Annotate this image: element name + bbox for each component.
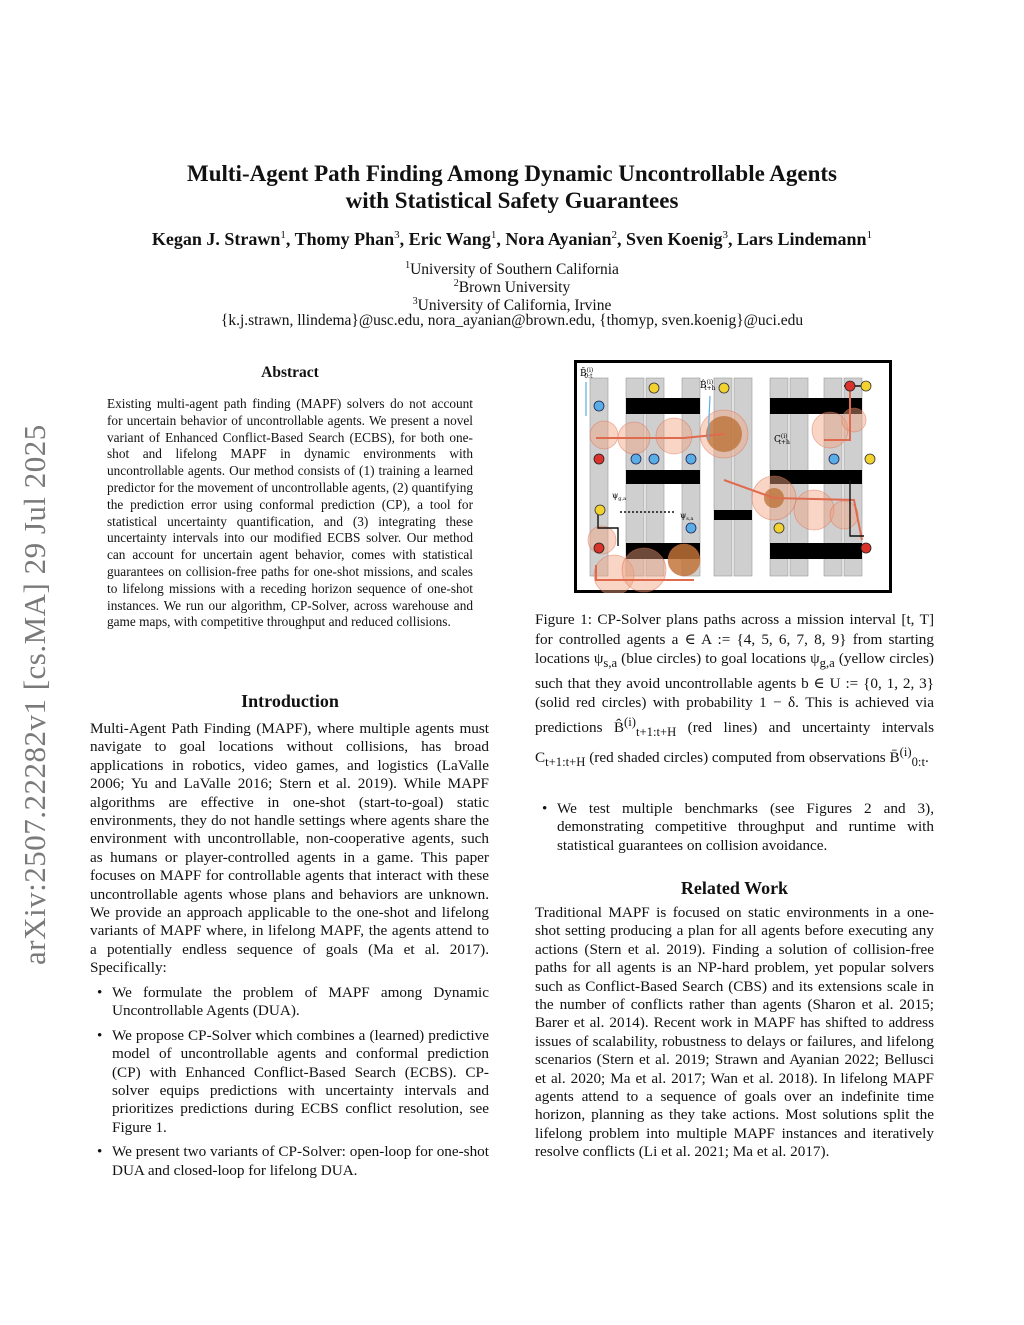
uncertainty-region-dark <box>668 544 700 576</box>
author: Lars Lindemann <box>737 229 867 249</box>
caption-text: (red shaded circles) computed from observations B̄ <box>585 748 900 766</box>
uncertainty-region <box>830 501 858 529</box>
author-affiliation-mark: 1 <box>866 229 873 241</box>
shelf <box>626 470 700 484</box>
arxiv-identifier: arXiv:2507.22282v1 [cs.MA] 29 Jul 2025 <box>17 424 52 965</box>
author-list: Kegan J. Strawn$^1$, Thomy Phan$^3$, Eric Wang$^1$, Nora Ayanian$^2$, Sven Koenig$^3$, Lars Lindemann$^1$ <box>151 229 873 249</box>
goal-psi-label: $\psi_{g,a}$ <box>612 491 627 502</box>
caption-superscript: (i) <box>624 715 636 729</box>
caption-text: (blue circles) to goal locations ψ <box>617 650 820 668</box>
list-item: • We present two variants of CP-Solver: open-loop for one-shot DUA and closed-loop for lifelong DUA. <box>90 1143 489 1180</box>
list-item: • We test multiple benchmarks (see Figures 2 and 3), demonstrating competitive throughput and runtime with statistical guarantees on collision avoidance. <box>535 800 934 855</box>
related-work-heading: Related Work <box>680 878 789 898</box>
author: Thomy Phan <box>294 229 395 249</box>
goal-location <box>774 523 784 533</box>
figure-1-caption <box>535 610 934 772</box>
author-affiliation-mark: 1 <box>280 229 286 241</box>
caption-text: (yellow circles) such that they avoid uncontrollable agents b ∈ U := {0, 1, 2, 3} (solid red circles) with probability 1 − δ. This is achieved via predictions B̂ <box>535 650 934 737</box>
goal-location <box>865 454 875 464</box>
author-emails: {k.j.strawn, llindema}@usc.edu, nora_ayanian@brown.edu, {thomyp, sven.koenig}@uci.edu <box>220 312 804 329</box>
uncontrollable-agent <box>861 543 871 553</box>
author-affiliation-mark: 3 <box>722 229 729 241</box>
affiliation-name: University of Southern California <box>410 261 619 279</box>
prediction-label: B̂$^{(i)}$ t+h <box>700 379 716 392</box>
title-line-1: Multi-Agent Path Finding Among Dynamic Uncontrollable Agents <box>187 161 837 186</box>
abstract-text: Existing multi-agent path finding (MAPF) solvers do not account for uncertain behavior of uncontrollable agents. We present a novel variant of Enhanced Conflict-Based Search (ECBS), for both one-shot and lifelong MAPF in dynamic environments with uncontrollable agents. Our method consists of (1) training a learned predictor for the movement of uncontrollable agents, (2) quantifying the prediction error using conformal prediction (CP), a tool for statistical uncertainty quantification, and (3) integrating these uncertainty intervals into our modified ECBS solver. Our method can account for uncertain agent behavior, comes with statistical guarantees on collision-free paths for one-shot missions, and scales to lifelong missions with a receding horizon sequence of one-shot instances. We run our algorithm, CP-Solver, across warehouse and game maps, with competitive throughput and reduced collisions. <box>107 396 473 630</box>
aisle <box>734 378 752 576</box>
paper-title <box>0 160 1024 214</box>
uncertainty-region <box>656 418 692 454</box>
uncertainty-region <box>622 548 666 592</box>
caption-subscript: t+1:t+H <box>635 725 677 740</box>
uncertainty-region <box>590 421 618 449</box>
uncontrollable-agent <box>594 454 604 464</box>
affiliation-name: University of California, Irvine <box>417 297 612 315</box>
affiliation-name: Brown University <box>458 279 571 297</box>
start-location <box>631 454 641 464</box>
uncertainty-region <box>842 408 866 432</box>
abstract-heading: Abstract <box>261 364 319 381</box>
goal-location <box>861 381 871 391</box>
goal-location <box>719 383 729 393</box>
affiliation-number: 2 <box>453 278 459 289</box>
start-location <box>649 454 659 464</box>
caption-text: Figure 1: CP-Solver plans paths across a mission interval [t, T] for controlled agents a ∈ A := {4, 5, 6, 7, 8, 9} from starting locations ψ <box>535 611 934 668</box>
caption-text: . <box>924 748 929 766</box>
figure-1-warehouse-map <box>574 360 892 593</box>
benchmark-list <box>535 800 934 861</box>
title-line-2: with Statistical Safety Guarantees <box>345 188 679 213</box>
author: Nora Ayanian <box>505 229 612 249</box>
list-item: • We propose CP-Solver which combines a (learned) predictive model of uncontrollable agents and conformal prediction (CP) with Enhanced Conflict-Based Search (ECBS). CP-solver equips predictions with uncertainty intervals and prioritizes predictions during ECBS conflict resolution, see Figure 1. <box>90 1027 489 1137</box>
start-location <box>686 523 696 533</box>
start-location <box>594 401 604 411</box>
goal-location <box>649 383 659 393</box>
introduction-heading: Introduction <box>241 691 339 711</box>
introduction-text: Multi-Agent Path Finding (MAPF), where multiple agents must navigate to goal locations without collisions, has broad applications in robotics, video games, and logistics (LaValle 2006; Yu and LaValle 2016; Stern et al. 2019). While MAPF algorithms are effective in one-shot (start-to-goal) static environments, they do not handle settings where agents share the environment with uncontrollable, non-cooperative agents, such as humans or player-controlled agents in a game. This paper focuses on MAPF for controllable agents that interact with these uncontrollable agents whose plans and behaviors are unknown. We provide an approach applicable to the one-shot and lifelong variants of MAPF where, in lifelong MAPF, the agents attend to a potentially endless sequence of goals (Ma et al. 2017). Specifically: <box>90 720 489 977</box>
author-affiliation-mark: 2 <box>611 229 618 241</box>
caption-superscript: (i) <box>899 744 912 759</box>
start-psi-label: $\psi_{s,a}$ <box>680 511 694 522</box>
start-location <box>686 454 696 464</box>
contribution-list <box>90 984 489 1186</box>
goal-location <box>595 505 605 515</box>
author-affiliation-mark: 3 <box>394 229 400 241</box>
author: Sven Koenig <box>626 229 723 249</box>
shelf <box>770 543 862 559</box>
uncontrollable-agent <box>594 543 604 553</box>
caption-text: (red lines) and uncertainty intervals C <box>535 719 934 766</box>
caption-subscript: g,a <box>819 656 835 671</box>
shelf <box>626 398 700 414</box>
caption-subscript: s,a <box>603 656 618 671</box>
aisle <box>714 378 732 576</box>
observation-label: B̄$^{(i)}$ 0:t <box>580 367 594 380</box>
related-work-text: Traditional MAPF is focused on static environments in a one-shot setting producing a plan for all agents before executing any actions (Stern et al. 2019). Finding a solution of collision-free paths for all agents is an NP-hard problem, yet popular solvers such as Conflict-Based Search (CBS) and its extensions scale in the number of conflicts rather than agents (Sharon et al. 2015; Barer et al. 2014). Recent work in MAPF has shifted to address issues of scalability, robustness to delays or failures, and lifelong scenarios (Stern et al. 2019; Strawn and Ayanian 2022; Bellusci et al. 2020; Ma et al. 2017; Wan et al. 2018). In lifelong MAPF agents attend to a sequence of goals over an indefinite time horizon, planning as they take actions. Most solutions split the lifelong problem into multiple MAPF instances and iteratively resolve conflicts (Li et al. 2021; Ma et al. 2017). <box>535 904 934 1161</box>
author: Eric Wang <box>408 229 491 249</box>
list-item: • We formulate the problem of MAPF among Dynamic Uncontrollable Agents (DUA). <box>90 984 489 1021</box>
author: Kegan J. Strawn <box>151 229 281 249</box>
affiliation-number: 3 <box>412 296 418 307</box>
uncertainty-label: $C^{(i)}$ t+h <box>774 433 790 446</box>
start-location <box>829 454 839 464</box>
affiliation-number: 1 <box>405 260 411 271</box>
author-affiliation-mark: 1 <box>490 229 497 241</box>
uncontrollable-agent <box>845 381 855 391</box>
caption-subscript: t+1:t+H <box>545 754 586 769</box>
uncertainty-region <box>794 490 834 530</box>
shelf <box>714 510 752 520</box>
caption-subscript: 0:t <box>911 754 925 769</box>
